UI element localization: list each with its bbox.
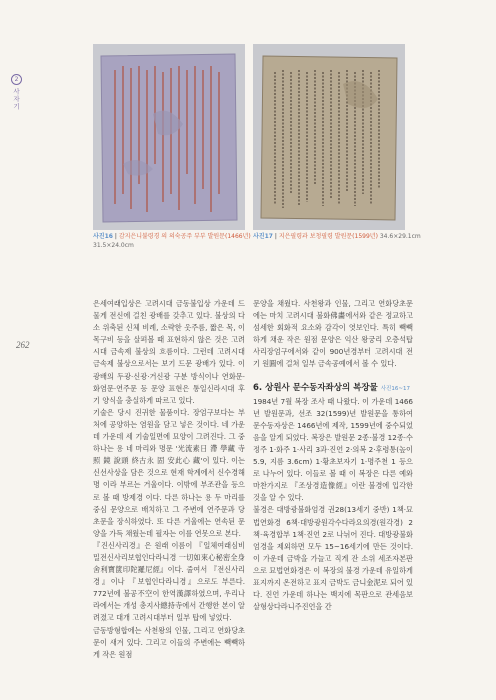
caption-separator: | xyxy=(114,233,119,240)
section-heading-reference: 사진16~17 xyxy=(380,385,410,392)
manuscript-photo-image xyxy=(93,44,245,230)
caption-title: 지은필령과 보청필령 발원문(1599년) xyxy=(278,233,378,240)
section-marker-icon: 2 xyxy=(11,74,22,85)
section-heading xyxy=(253,381,413,396)
photo-caption-17 xyxy=(253,232,423,241)
paragraph: 『진신사리경』은 원래 이름이 『일체여래심비밀전신사리보협인다라니경 一切如來心秘密全身舍利寶篋印陀羅尼經』이다. 줄여서 『전신사리경』이나 『보협인다라니경』으로도 부른다. 772년에 불공不空이 한역漢譯하였으며, 우리나라에서는 개성 총지사總持寺에서 간행한 본이 알려졌고 대개 고려시대부터 일부 탑에 넣었다. xyxy=(93,540,245,623)
caption-separator: | xyxy=(274,233,279,240)
photo-manuscript-1599 xyxy=(253,44,405,230)
paragraph: 불경은 대방광불화엄경 권28(13세기 중반) 1책·묘법연화경 6책·대방광원각수다라요의경(원각경) 2책·육경합부 1책·진언 2로 나뉘어 진다. 대방광불화엄경을 제외하면 모두 15~16세기에 만든 것이다. 이 가운데 금박을 가늘고 직게 잔 소위 세조자본판으로 묘법연화경은 이 복장의 불경 가운데 유일하게 표지까지 온전하고 표지 금박도 금니金泥로 되어 있다. 진언 가운데 하나는 백지에 목판으로 관세음보살형상다라니주진언을 간 xyxy=(253,505,414,612)
photo-manuscript-1466 xyxy=(93,44,245,230)
paragraph: 금동방형합에는 사천왕의 인물, 그리고 연화당초문이 새겨 있다. 그리고 이들의 주변에는 빽빽하게 작은 원점 xyxy=(93,625,245,659)
photo-caption-16 xyxy=(93,232,253,250)
section-label: 사자기 xyxy=(12,88,20,111)
paragraph: 1984년 7월 복장 조사 때 나왔다. 이 가운데 1466년 발원문과, 선조 32(1599)년 발원문을 통하여 문수동자상은 1466년에 제작, 1599년에 중수되었음을 알게 되었다. 복장은 발원문 2종·불경 12종·수정주 1·화주 1·사리 3과·진언 2·의복 2·후령통(높이 5.9, 지름 3.6cm) 1·황초보자기 1·명주천 1 등으로 나누어 있다. 이들로 볼 때 이 복장은 다른 예와 마찬가지로 『조상경造像經』이란 불경에 입각한 것을 알 수 있다. xyxy=(253,396,413,503)
left-text-column xyxy=(93,298,245,661)
caption-size: 34.6×29.1cm xyxy=(379,233,421,240)
paragraph: 은세여래입상은 고려시대 금동불입상 가운데 드물게 전신에 걸친 광배를 갖추고 있다. 불상의 다소 위축된 신체 비례, 소략한 옷주름, 짧은 목, 이목구비 등을 살펴볼 때 표현하지 않은 것은 고려시대 금속제 불상의 흐름이다. 그런데 고려시대 금속제 불상으로서는 보기 드문 광배가 있다. 이 광배의 두광·신광·거신광 구분 방식이나 연화문·화염문·연주문 등 문양 표현은 통일신라시대 후기 양식을 충실하게 따르고 있다. xyxy=(93,299,245,405)
section-tab xyxy=(10,74,24,113)
caption-number: 사진17 xyxy=(253,233,273,240)
spacer xyxy=(253,371,413,381)
manuscript-photo-image xyxy=(253,44,405,230)
paragraph: 문양을 채웠다. 사천왕과 인물, 그리고 연화당초문에는 마치 고려시대 불화佛畵에서와 같은 정교하고 섬세한 회화적 요소와 감각이 엿보인다. 특히 빽빽하게 채운 작은 원점 문양은 익산 왕궁리 오층석탑 사리장엄구에서와 같이 900년경부터 고려시대 전기 원圓에 걸쳐 일부 금속공예에서 볼 수 있다. xyxy=(253,299,413,369)
page-number: 262 xyxy=(16,340,30,350)
caption-size: 31.5×24.0cm xyxy=(93,242,134,249)
caption-number: 사진16 xyxy=(93,233,113,240)
caption-title: 감지은니불령경 의 의숙공주 부부 발원문(1466년) xyxy=(118,233,251,240)
paragraph: 기술은 당시 진귀한 물품이다. 장엄구보다는 부처에 공양하는 염원을 담고 넣은 것이다. 네 가운데 가운데 세 기술일면에 묘양이 그려진다. 그 중 하나는 용 네 마리와 명문 '光流素日 滯 學藏 寺 照 鏡 說頭 終古永 固 安此心 藏'이 있다. 이는 신선사상을 담은 것으로 현재 학계에서 신수경해명 이라 부르는 거울이다. 이밖에 부조관을 등으로 볼 때 방제경 이다. 다른 하나는 용 두 마리를 중심 문양으로 배치하고 그 주변에 연주문과 당초문을 장식하였다. 또 다른 거울에는 연속된 문양을 가득 채웠는데 필자는 이를 연못으로 본다. xyxy=(93,407,245,538)
section-heading-title: 6. 상원사 문수동자좌상의 복장물 xyxy=(253,382,378,393)
right-text-column xyxy=(253,298,413,613)
